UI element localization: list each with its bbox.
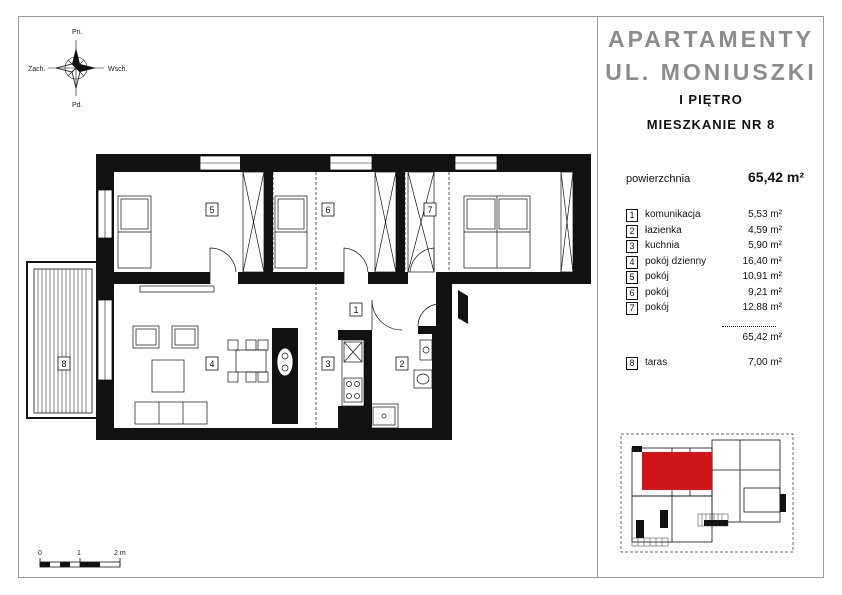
compass-rose	[48, 40, 104, 96]
room-row	[626, 255, 786, 271]
plan-label-3: 3	[325, 359, 331, 369]
plan-label-7: 7	[427, 205, 433, 215]
entrance-marker	[458, 290, 468, 324]
wardrobes	[243, 172, 573, 272]
room-row	[626, 301, 786, 317]
plan-label-1: 1	[353, 305, 359, 315]
area-label: powierzchnia	[626, 173, 691, 185]
room-name: kuchnia	[645, 240, 680, 251]
terrace-8	[27, 262, 97, 418]
scale-bar	[40, 558, 120, 567]
room-number: 8	[626, 357, 638, 370]
kitchen-units	[342, 340, 364, 406]
plan-label-4: 4	[209, 359, 215, 369]
scale-two: 2 m	[114, 550, 126, 557]
room-area: 10,91 m²	[742, 271, 782, 282]
room-number: 5	[626, 271, 638, 284]
scale-one: 1	[77, 550, 81, 557]
floor-label: I PIĘTRO	[679, 92, 743, 107]
exterior-walls	[96, 154, 591, 440]
room-number: 3	[626, 240, 638, 253]
unit-label: MIESZKANIE NR 8	[646, 117, 776, 132]
room-area: 4,59 m²	[748, 224, 782, 236]
room-list	[626, 208, 786, 317]
room-name: pokój	[645, 286, 669, 298]
room-row	[626, 286, 786, 302]
room-row	[626, 208, 786, 224]
room-area: 5,90 m²	[748, 240, 782, 251]
room-name: komunikacja	[645, 209, 701, 220]
key-plan	[621, 434, 793, 552]
plan-label-2: 2	[399, 359, 405, 369]
compass-west: Zach.	[28, 66, 46, 73]
living-furniture	[133, 286, 293, 424]
title-line-2: UL. MONIUSZKI	[605, 59, 817, 85]
room-name: pokój dzienny	[645, 255, 707, 267]
room-name: pokój	[645, 271, 669, 282]
area-value: 65,42 m²	[748, 169, 805, 185]
interior-walls	[114, 154, 452, 428]
door-swings	[210, 248, 440, 330]
room-row	[626, 224, 786, 240]
room-area: 7,00 m²	[748, 357, 782, 368]
total-area: 65,42 m²	[742, 332, 782, 343]
room-row	[626, 239, 786, 255]
compass-east: Wsch.	[108, 66, 128, 73]
room-number: 7	[626, 302, 638, 315]
room-name: pokój	[645, 302, 669, 313]
room-area: 16,40 m²	[742, 255, 782, 267]
room-label-boxes	[58, 203, 436, 370]
dashed-lines	[273, 172, 449, 428]
plan-label-8: 8	[61, 359, 67, 369]
plan-label-6: 6	[325, 205, 331, 215]
room-number: 2	[626, 225, 638, 238]
room-area: 5,53 m²	[748, 209, 782, 220]
scale-zero: 0	[38, 550, 42, 557]
room-row	[626, 270, 786, 286]
sum-divider	[722, 326, 776, 327]
plan-label-5: 5	[209, 205, 215, 215]
room-number: 6	[626, 287, 638, 300]
room-row	[626, 356, 786, 372]
bathroom-fixtures	[370, 340, 432, 428]
room-area: 12,88 m²	[742, 302, 782, 313]
room-area: 9,21 m²	[748, 286, 782, 298]
room-name: łazienka	[645, 224, 682, 236]
terrace-row	[626, 356, 786, 372]
compass-south: Pd.	[72, 102, 83, 109]
room-number: 4	[626, 256, 638, 269]
room-number: 1	[626, 209, 638, 222]
highlighted-unit	[642, 452, 712, 490]
room-name: taras	[645, 357, 668, 368]
compass-north: Pn.	[72, 29, 83, 36]
title-line-1: APARTAMENTY	[608, 26, 814, 52]
